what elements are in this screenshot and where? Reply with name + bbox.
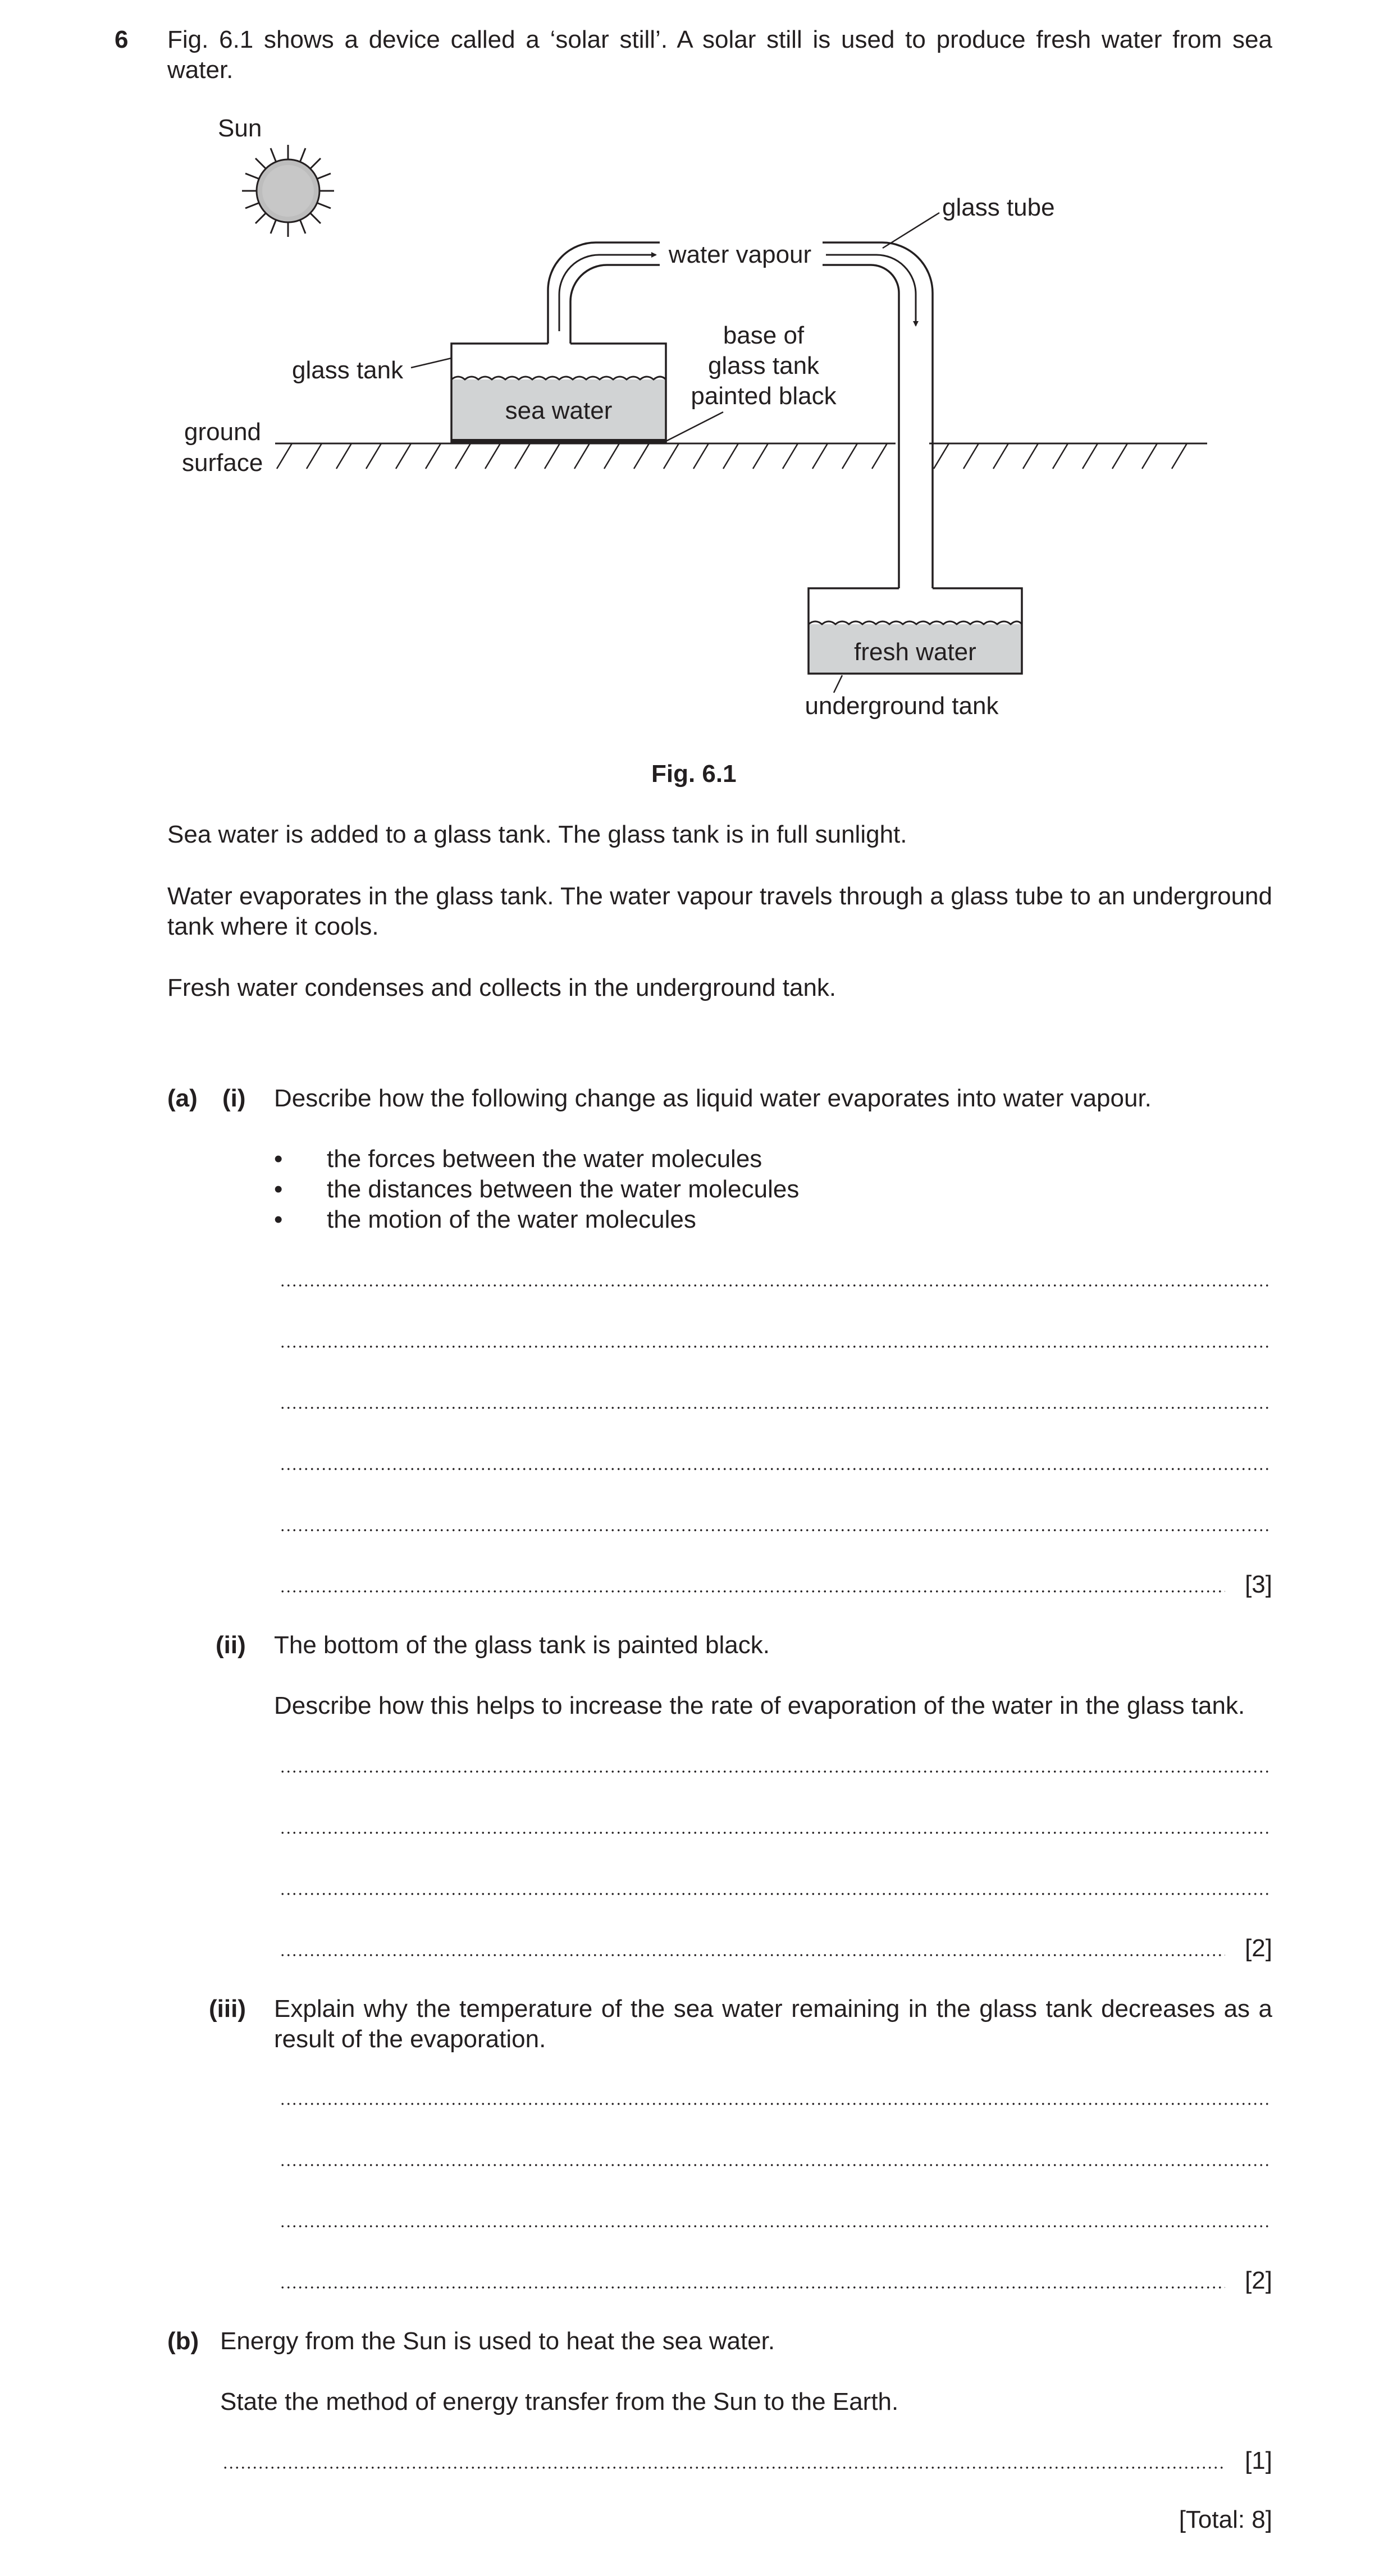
answer-line[interactable] — [280, 1590, 1225, 1593]
underground-tank-pointer — [834, 675, 842, 693]
solar-still-diagram — [0, 0, 1393, 730]
part-b-label: (b) — [167, 2327, 199, 2355]
answer-line[interactable] — [280, 2163, 1270, 2167]
answer-line[interactable] — [280, 1406, 1270, 1410]
glass-tube-pointer — [883, 213, 939, 248]
marks-label: [1] — [1245, 2447, 1272, 2474]
glass-tank-label: glass tank — [292, 356, 404, 384]
bullet-marker: • — [274, 1206, 283, 1233]
part-b-statement: Energy from the Sun is used to heat the sea water. — [220, 2327, 775, 2355]
answer-line[interactable] — [280, 1892, 1270, 1896]
answer-line[interactable] — [280, 1345, 1270, 1348]
answer-line[interactable] — [280, 1284, 1270, 1287]
part-a-i-question: Describe how the following change as liquid water evaporates into water vapour. — [274, 1085, 1152, 1112]
part-a-label: (a) — [167, 1085, 198, 1112]
ground-label-line1: ground — [184, 418, 262, 446]
bullet-marker: • — [274, 1145, 283, 1173]
base-pointer — [666, 412, 723, 441]
ground-label-line2: surface — [182, 449, 263, 477]
bullet-item: the distances between the water molecules — [327, 1175, 800, 1203]
context-paragraph-2: Water evaporates in the glass tank. The water vapour travels through a glass tube to an underground tank where it cools. — [167, 882, 1272, 940]
answer-line[interactable] — [280, 2225, 1270, 2228]
answer-line[interactable] — [280, 1831, 1270, 1834]
sun-label: Sun — [218, 115, 262, 142]
sea-water-surface — [451, 377, 666, 379]
bullet-item: the forces between the water molecules — [327, 1145, 762, 1173]
answer-line[interactable] — [280, 1529, 1270, 1532]
fresh-water-surface — [809, 621, 1022, 624]
figure-caption: Fig. 6.1 — [651, 760, 737, 788]
glass-tube-label: glass tube — [942, 194, 1055, 221]
question-number: 6 — [115, 26, 129, 53]
part-a-ii-statement: The bottom of the glass tank is painted black. — [274, 1631, 770, 1659]
underground-tank-label: underground tank — [805, 692, 999, 720]
part-b-question: State the method of energy transfer from the Sun to the Earth. — [220, 2388, 899, 2415]
part-a-ii-label: (ii) — [216, 1631, 246, 1659]
marks-label: [2] — [1245, 1934, 1272, 1962]
glass-tank-pointer — [411, 358, 451, 368]
total-marks: [Total: 8] — [1179, 2506, 1272, 2533]
bullet-marker: • — [274, 1175, 283, 1203]
answer-line[interactable] — [280, 1953, 1225, 1957]
base-label-line3: painted black — [691, 382, 837, 410]
answer-line[interactable] — [280, 1770, 1270, 1773]
question-intro: Fig. 6.1 shows a device called a ‘solar still’. A solar still is used to produce fresh water from sea water. — [167, 26, 1272, 84]
water-vapour-label: water vapour — [668, 241, 812, 268]
fresh-water-label: fresh water — [854, 638, 976, 666]
context-paragraph-1: Sea water is added to a glass tank. The glass tank is in full sunlight. — [167, 821, 907, 848]
part-a-ii-question: Describe how this helps to increase the rate of evaporation of the water in the glass tank. — [274, 1692, 1245, 1719]
part-a-i-label: (i) — [222, 1085, 246, 1112]
ground-hatching — [277, 443, 1187, 469]
base-label-line1: base of — [723, 322, 805, 349]
bullet-item: the motion of the water molecules — [327, 1206, 696, 1233]
black-base — [451, 439, 666, 444]
part-a-iii-question: Explain why the temperature of the sea water remaining in the glass tank decreases as a result of the evaporation. — [274, 1995, 1272, 2053]
answer-line[interactable] — [280, 2102, 1270, 2106]
answer-line[interactable] — [222, 2466, 1225, 2469]
answer-line[interactable] — [280, 1467, 1270, 1471]
marks-label: [2] — [1245, 2267, 1272, 2294]
answer-line[interactable] — [280, 2286, 1225, 2289]
sun-icon — [242, 145, 334, 237]
marks-label: [3] — [1245, 1571, 1272, 1598]
sea-water-label: sea water — [505, 397, 613, 424]
part-a-iii-label: (iii) — [209, 1995, 246, 2023]
base-label-line2: glass tank — [707, 352, 820, 379]
context-paragraph-3: Fresh water condenses and collects in the underground tank. — [167, 974, 837, 1001]
